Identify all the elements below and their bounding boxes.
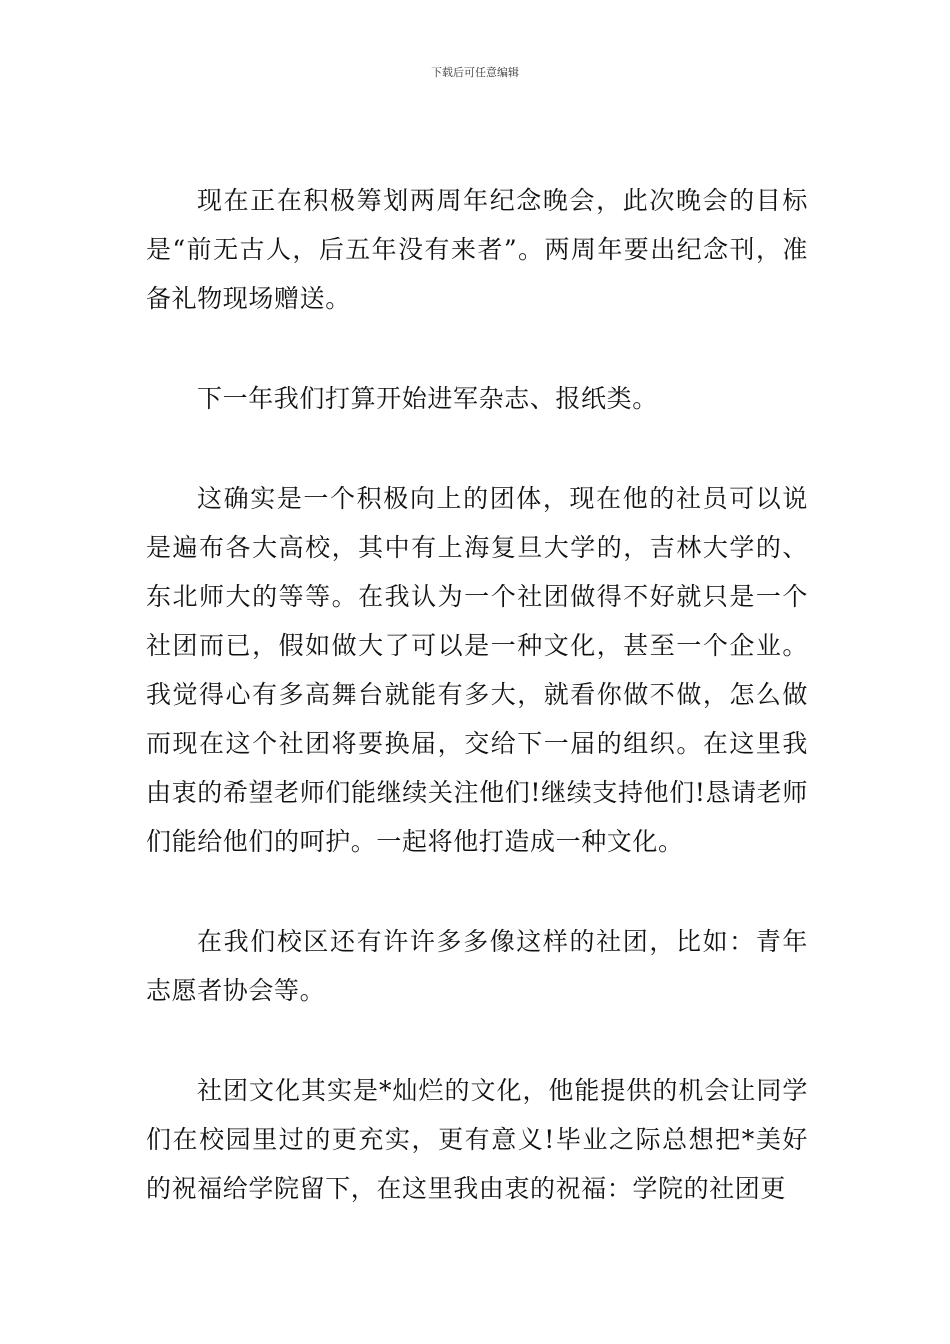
paragraph-2: 下一年我们打算开始进军杂志、报纸类。 (197, 384, 658, 413)
page-header: 下载后可任意编辑 (431, 66, 519, 79)
paragraph-4: 在我们校区还有许许多多像这样的社团，比如：青年志愿者协会等。 (146, 927, 808, 1005)
document-body (146, 176, 808, 1213)
paragraph-3: 这确实是一个积极向上的团体，现在他的社员可以说是遍布各大高校，其中有上海复旦大学的，吉林大学的、东北师大的等等。在我认为一个社团做得不好就只是一个社团而已，假如做大了可以是一种文化，甚至一个企业。我觉得心有多高舞台就能有多大，就看你做不做，怎么做而现在这个社团将要换届，交给下一届的组织。在这里我由衷的希望老师们能继续关注他们!继续支持他们!恳请老师们能给他们的呵护。一起将他打造成一种文化。 (146, 484, 808, 856)
paragraph-1: 现在正在积极筹划两周年纪念晚会，此次晚会的目标是“前无古人，后五年没有来者”。两周年要出纪念刊，准备礼物现场赠送。 (146, 186, 808, 313)
paragraph-5: 社团文化其实是*灿烂的文化，他能提供的机会让同学们在校园里过的更充实，更有意义!毕业之际总想把*美好的祝福给学院留下，在这里我由衷的祝福：学院的社团更 (146, 1076, 808, 1203)
